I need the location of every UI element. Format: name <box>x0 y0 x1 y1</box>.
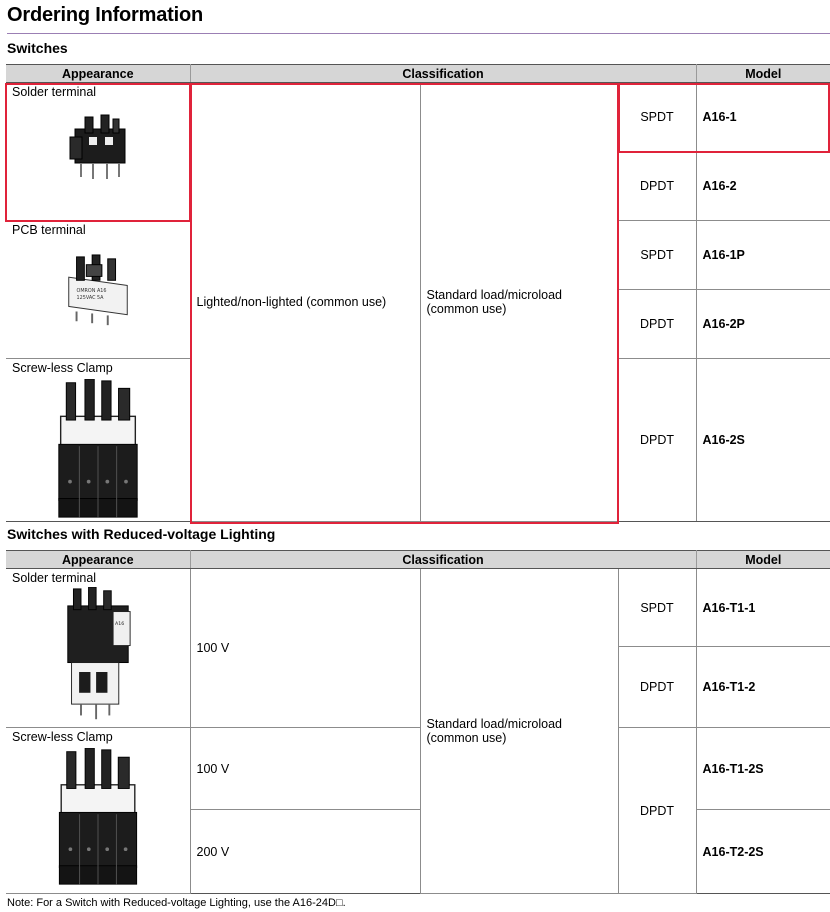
footnote: Note: For a Switch with Reduced-voltage Lighting, use the A16-24D□. <box>7 897 346 909</box>
table-row <box>6 569 830 647</box>
header-model: Model <box>696 65 830 83</box>
model-text: A16-T1-1 <box>702 600 756 615</box>
voltage-cell <box>190 810 420 894</box>
solder-terminal-switch-image <box>63 113 133 183</box>
screwless-clamp-switch-image <box>46 379 150 519</box>
appearance-cell-clamp <box>6 728 190 894</box>
section-title-switches: Switches <box>7 40 68 56</box>
contacts-cell <box>618 728 696 894</box>
contacts-cell <box>618 83 696 152</box>
appearance-label: Solder terminal <box>12 85 97 99</box>
contacts-cell <box>618 152 696 221</box>
reduced-clamp-switch-image <box>48 748 148 886</box>
section-title-reduced-voltage: Switches with Reduced-voltage Lighting <box>7 526 276 542</box>
pcb-terminal-switch-image <box>61 253 135 331</box>
contacts-cell <box>618 221 696 290</box>
model-cell <box>696 647 830 728</box>
load-text: Standard load/microload (common use) <box>426 288 562 316</box>
contacts-cell <box>618 290 696 359</box>
appearance-cell-solder <box>6 569 190 728</box>
contacts-text: DPDT <box>639 317 675 331</box>
header-classification: Classification <box>190 65 696 83</box>
header-appearance: Appearance <box>6 65 190 83</box>
model-text: A16-T2-2S <box>702 844 764 859</box>
title-divider <box>7 33 830 34</box>
model-text: A16-T1-2S <box>702 761 764 776</box>
model-text: A16-2S <box>702 433 745 447</box>
switches-table <box>6 64 830 522</box>
appearance-label: Screw-less Clamp <box>12 730 113 744</box>
contacts-text: SPDT <box>640 110 674 124</box>
reduced-voltage-table <box>6 550 830 894</box>
appearance-label: Screw-less Clamp <box>12 361 113 375</box>
reduced-solder-switch-image <box>52 587 144 723</box>
model-text: A16-1 <box>702 110 737 124</box>
model-cell <box>696 83 830 152</box>
model-text: A16-2 <box>702 179 737 193</box>
header-model: Model <box>696 551 830 569</box>
appearance-cell-clamp <box>6 359 190 522</box>
voltage-cell <box>190 569 420 728</box>
page-title: Ordering Information <box>7 4 204 26</box>
contacts-text: DPDT <box>639 803 675 818</box>
contacts-text: SPDT <box>640 600 674 615</box>
table-row <box>6 728 830 810</box>
load-cell <box>420 83 618 522</box>
appearance-cell-pcb <box>6 221 190 359</box>
voltage-text: 100 V <box>196 641 230 655</box>
header-classification: Classification <box>190 551 696 569</box>
contacts-text: DPDT <box>639 680 675 694</box>
model-text: A16-2P <box>702 317 745 331</box>
load-text: Standard load/microload (common use) <box>426 717 562 745</box>
table-row <box>6 83 830 152</box>
model-cell <box>696 728 830 810</box>
appearance-label: Solder terminal <box>12 571 97 585</box>
header-appearance: Appearance <box>6 551 190 569</box>
load-cell <box>420 569 618 894</box>
model-text: A16-T1-2 <box>702 680 756 694</box>
appearance-label: PCB terminal <box>12 223 86 237</box>
voltage-text: 100 V <box>196 761 230 776</box>
lighting-cell <box>190 83 420 522</box>
model-cell <box>696 810 830 894</box>
model-cell <box>696 152 830 221</box>
lighting-text: Lighted/non-lighted (common use) <box>196 295 387 309</box>
model-cell <box>696 359 830 522</box>
model-text: A16-1P <box>702 248 745 262</box>
contacts-cell <box>618 569 696 647</box>
contacts-cell <box>618 359 696 522</box>
model-cell <box>696 290 830 359</box>
model-cell <box>696 569 830 647</box>
contacts-text: DPDT <box>639 433 675 447</box>
table-header-row <box>6 65 830 83</box>
table-header-row <box>6 551 830 569</box>
voltage-cell <box>190 728 420 810</box>
contacts-cell <box>618 647 696 728</box>
appearance-cell-solder <box>6 83 190 221</box>
contacts-text: SPDT <box>640 248 674 262</box>
contacts-text: DPDT <box>639 179 675 193</box>
model-cell <box>696 221 830 290</box>
voltage-text: 200 V <box>196 844 230 859</box>
